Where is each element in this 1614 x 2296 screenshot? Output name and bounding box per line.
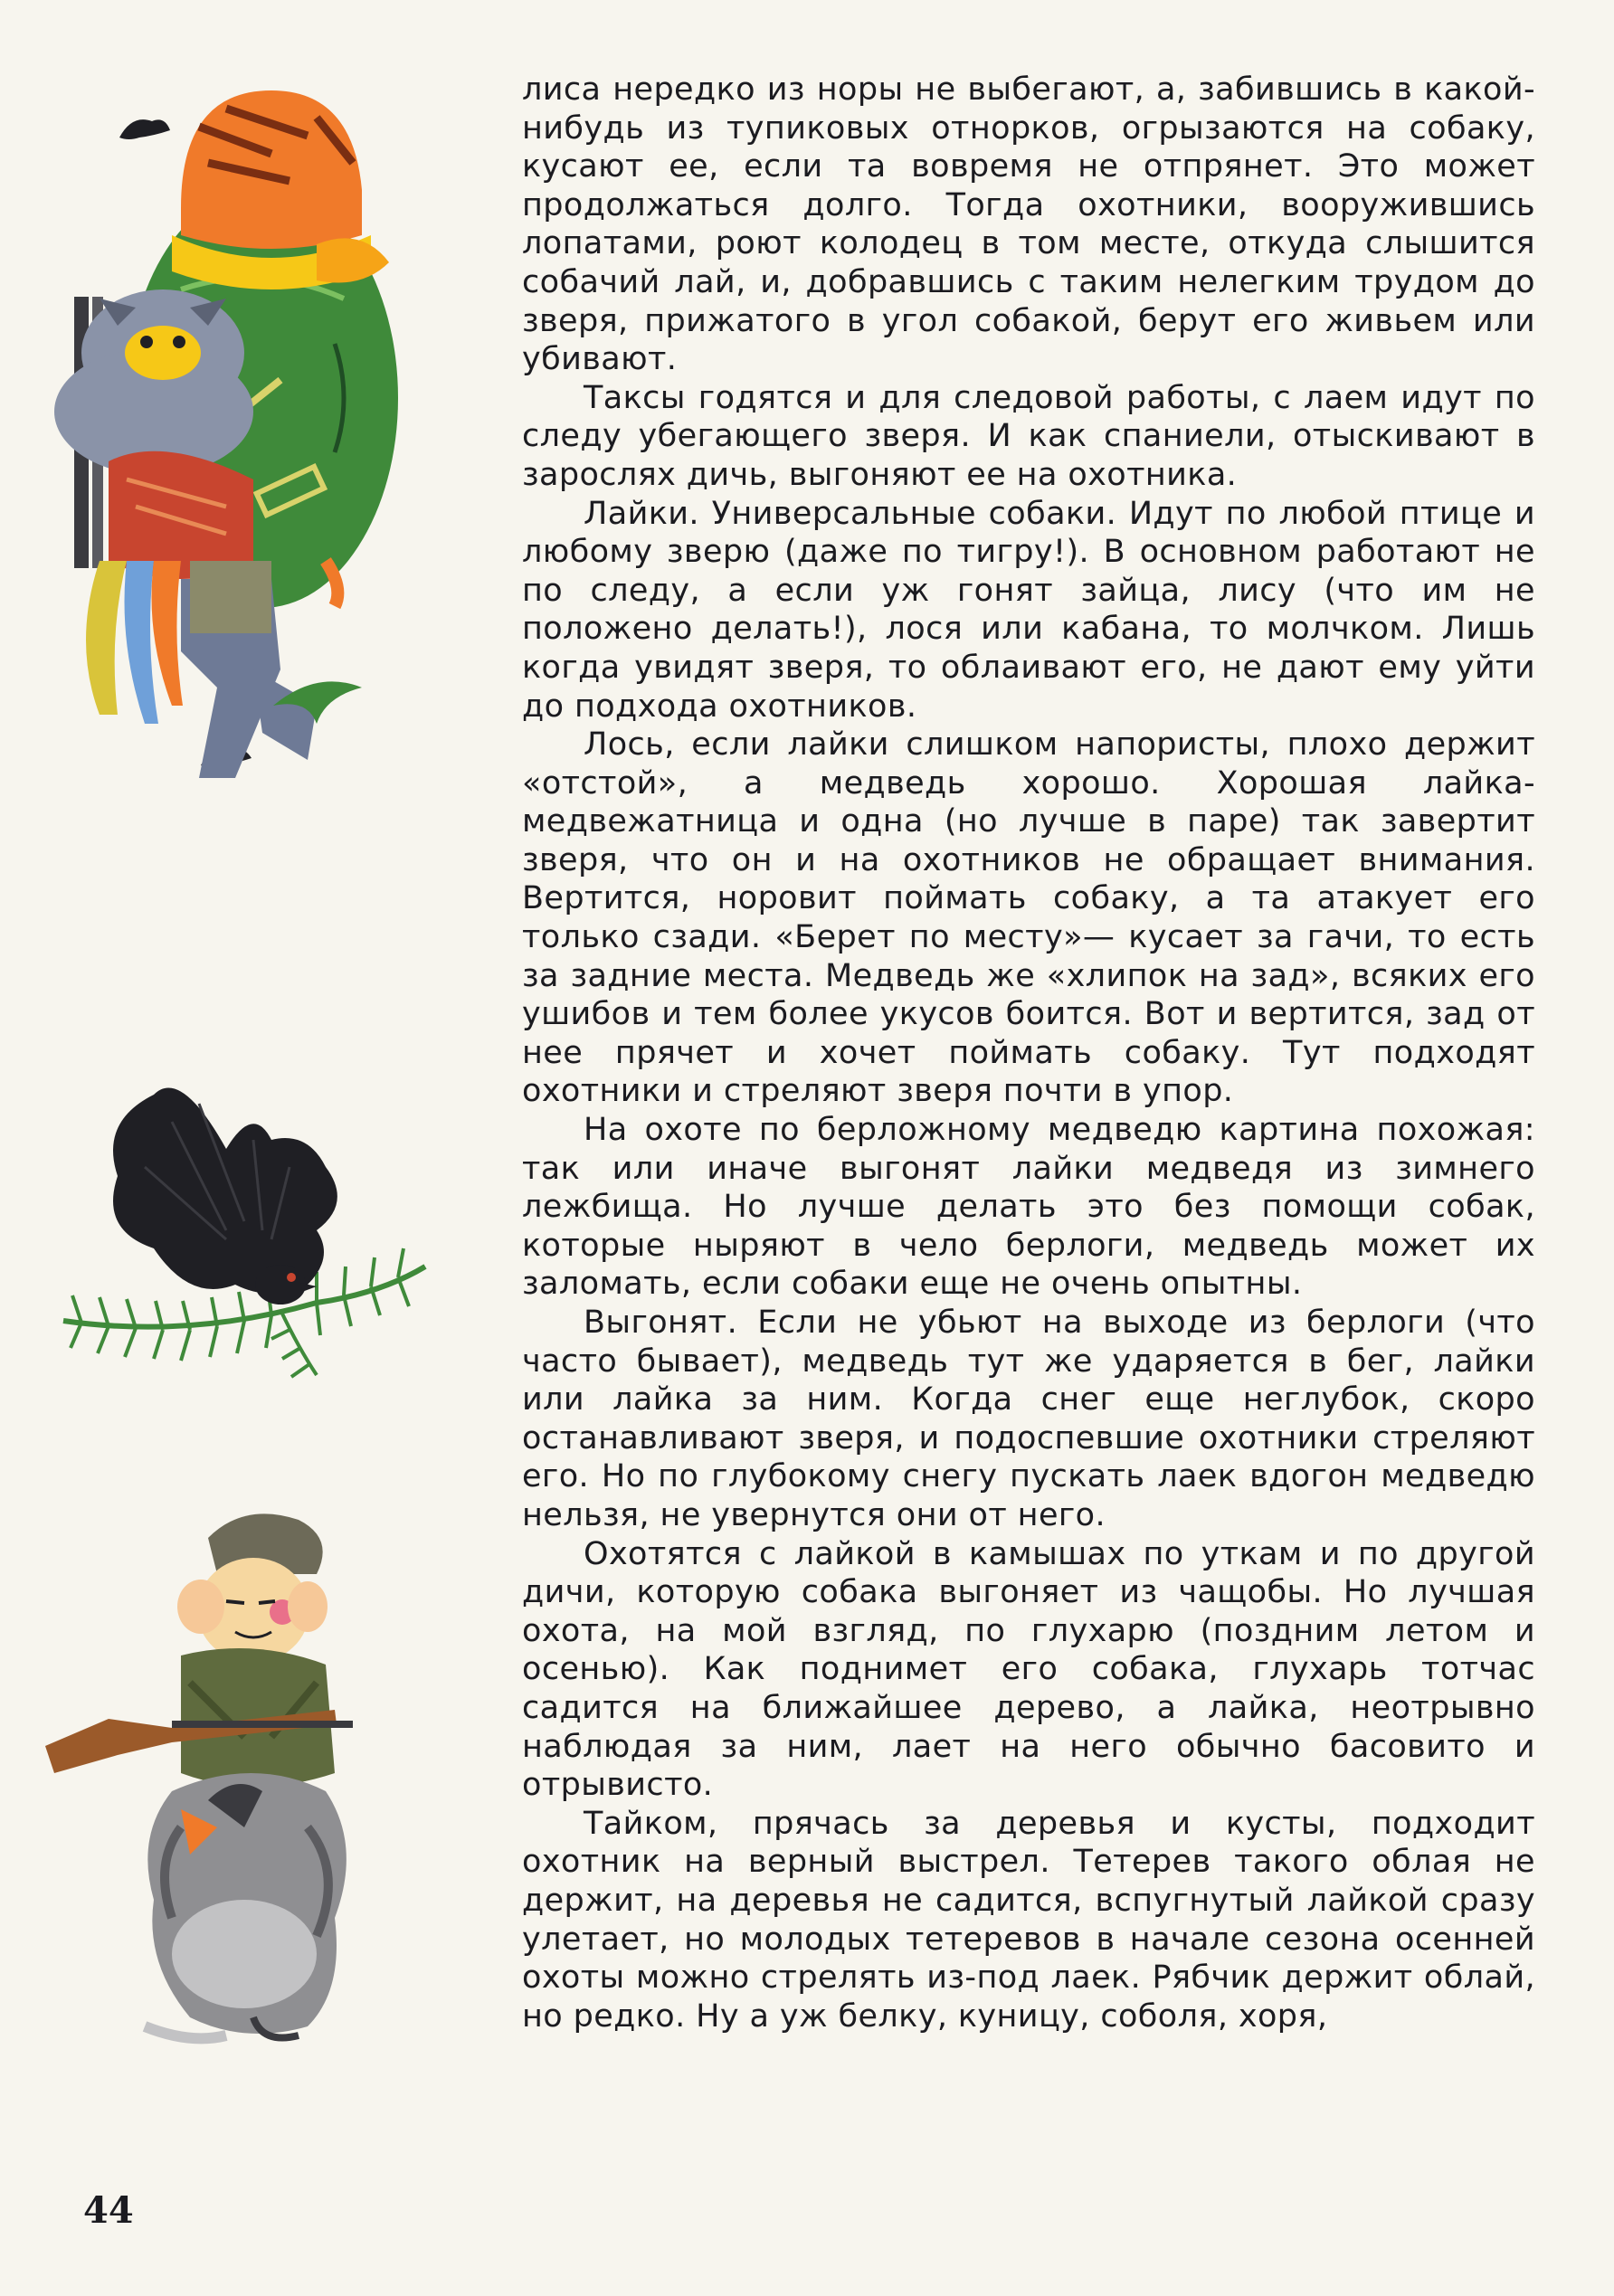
paragraph-7: Охотятся с лайкой в камышах по уткам и по другой дичи, которую собака выгоняет из чащобы. Но лучшая охота, на мой взгляд, по глухарю (поздним летом и осенью). Как поднимет его собака, глухарь тотчас садится на ближайшее дерево, а лайка, неотрывно наблюдая за ним, лает на него обычно басовито и отрывисто. [522, 1535, 1535, 1804]
black-grouse-bird [113, 1088, 337, 1295]
paragraph-1: лиса нередко из норы не выбегают, а, забившись в какой-нибудь из тупиковых отнорков, огрызаются на собаку, кусают ее, если та вовремя не отпрянет. Это может продолжаться долго. Тогда охотники, вооружившись лопатами, роют колодец в том месте, откуда слышится собачий лай, и, добравшись с таким нелегким трудом до зверя, прижатого в угол собакой, берут его живьем или убивают. [522, 71, 1535, 378]
black-grouse-on-branch-illustration [63, 1088, 425, 1378]
paragraph-8: Тайком, прячась за деревья и кусты, подходит охотник на верный выстрел. Тетерев такого облая не держит, на деревья не садится, вспугнутый лайкой сразу улетает, но молодых тетеревов в начале сезона осенней охоты можно стрелять из-под лаек. Рябчик держит облай, но редко. Ну а уж белку, куницу, соболя, хоря, [522, 1805, 1535, 2035]
tiger-hat [181, 90, 362, 249]
hunter-body [109, 451, 253, 579]
paragraph-4: Лось, если лайки слишком напористы, плохо держит «отстой», а медведь хорошо. Хорошая лайка-медвежатница и одна (но лучше в паре) так завертит зверя, что он и на охотников не обращает внимания. Вертится, норовит поймать собаку, а та атакует его только сзади. «Берет по месту»— кусает за гачи, то есть за задние места. Медведь же «хлипок на зад», всяких его ушибов и тем более укусов боится. Вот и вертится, зад от нее прячет и хочет поймать собаку. Тут подходят охотники и стреляют зверя почти в упор. [522, 726, 1535, 1110]
paragraph-6: Выгонят. Если не убьют на выходе из берлоги (что часто бывает), медведь тут же ударяется в бег, лайки или лайка за ним. Когда снег еще неглубок, скоро останавливают зверя, и подоспевшие охотники стреляют его. Но по глубокому снегу пускать лаек вдогон медведю нельзя, не увернутся они от него. [522, 1305, 1535, 1533]
paragraph-3: Лайки. Универсальные собаки. Идут по любой птице и любому зверю (даже по тигру!). В основном работают не по следу, а если уж гонят зайца, лису (что им не положено делать!), лося или кабана, то молчком. Лишь когда увидят зверя, то облаивают его, не дают ему уйти до подхода охотников. [522, 495, 1535, 725]
illustration-column [45, 54, 507, 2099]
hunter-with-dog-illustration [45, 1513, 353, 2038]
paragraph-5: На охоте по берложному медведю картина похожая: так или иначе выгонят лайки медведя из зимнего лежбища. Но лучше делать это без помощи собак, которые ныряют в чело берлоги, медведь может их заломать, если собаки еще не очень опытны. [522, 1112, 1535, 1303]
small-bird-silhouette [119, 119, 170, 139]
paragraph-2: Таксы годятся и для следовой работы, с лаем идут по следу убегающего зверя. И как спаниели, отыскивают в зарослях дичь, выгоняют ее на охотника. [522, 379, 1535, 493]
page-number: 44 [83, 2189, 134, 2232]
hanging-game-birds [86, 561, 127, 715]
hunter-with-backpack-illustration [54, 90, 398, 778]
article-body [522, 71, 1535, 2035]
